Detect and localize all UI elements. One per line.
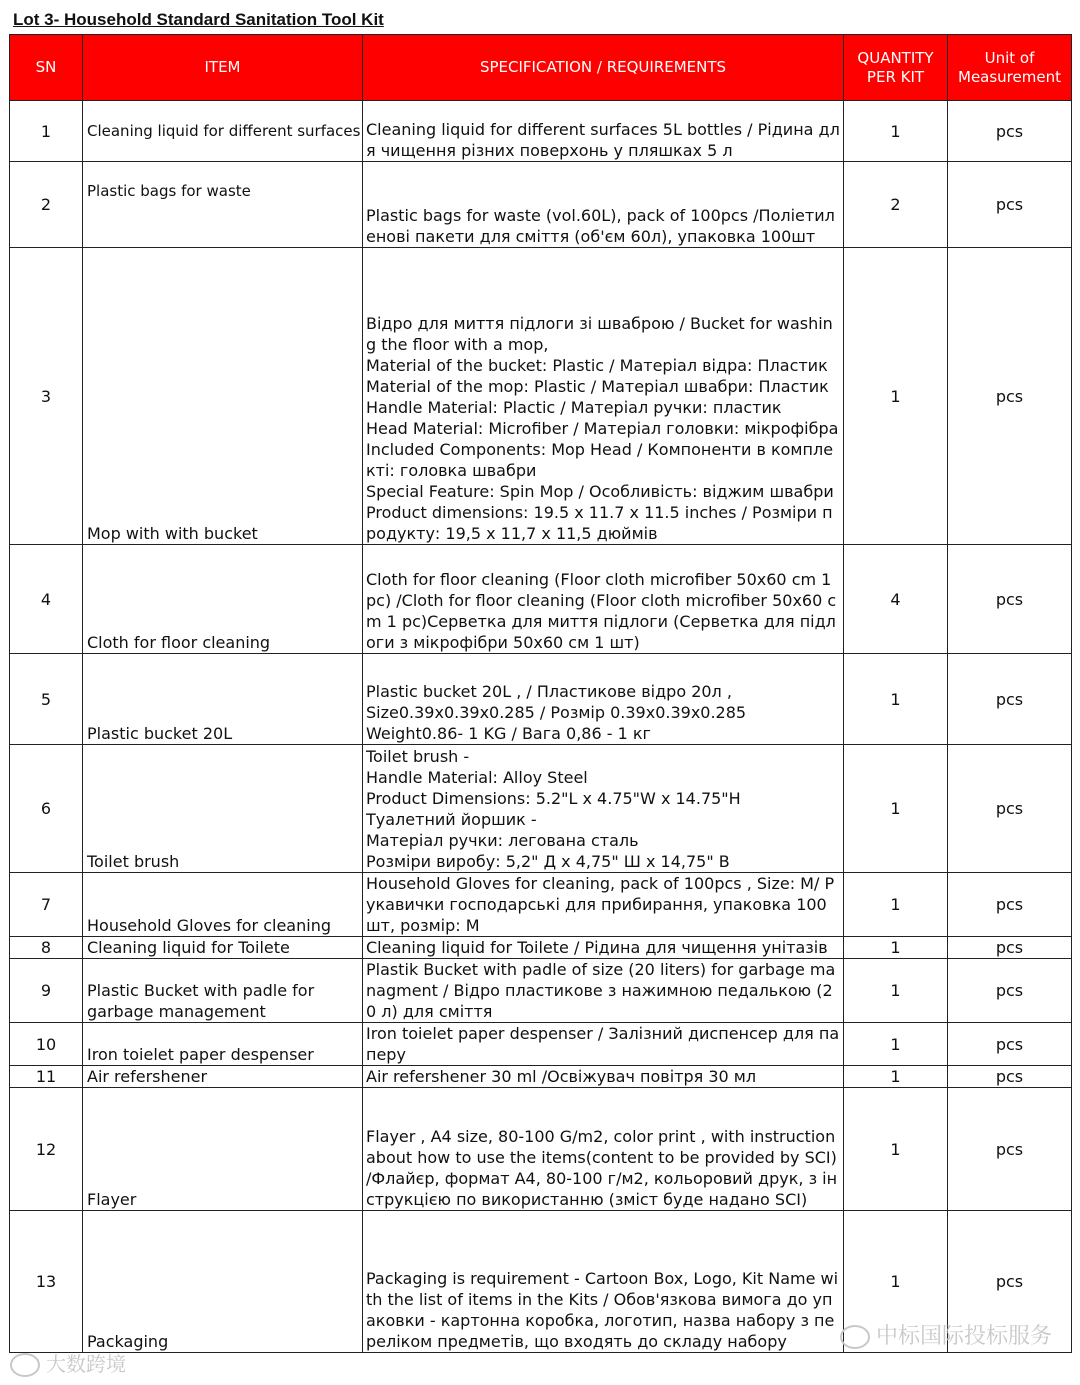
table-row xyxy=(10,873,1072,937)
cell-unit: pcs xyxy=(948,1023,1072,1066)
cell-item: Air refershener xyxy=(83,1066,363,1088)
cell-sn: 11 xyxy=(10,1066,83,1088)
cell-sn: 12 xyxy=(10,1088,83,1211)
cell-item: Packaging xyxy=(83,1211,363,1353)
table-row xyxy=(10,1088,1072,1211)
cell-item: Flayer xyxy=(83,1088,363,1211)
cell-unit: pcs xyxy=(948,937,1072,959)
cell-unit: pcs xyxy=(948,101,1072,162)
cell-unit: pcs xyxy=(948,162,1072,248)
cell-unit: pcs xyxy=(948,1088,1072,1211)
cell-item: Cloth for floor cleaning xyxy=(83,545,363,654)
cell-spec: Air refershener 30 ml /Освіжувач повітря 30 мл xyxy=(363,1066,844,1088)
cell-unit: pcs xyxy=(948,1211,1072,1353)
cell-sn: 8 xyxy=(10,937,83,959)
cell-spec: Iron toielet paper despenser / Залізний диспенсер для паперу xyxy=(363,1023,844,1066)
watermark-logo-icon xyxy=(10,1353,40,1377)
cell-sn: 5 xyxy=(10,654,83,745)
cell-sn: 1 xyxy=(10,101,83,162)
cell-item: Cleaning liquid for different surfaces xyxy=(83,101,363,162)
watermark-right xyxy=(840,1319,1052,1350)
cell-spec: Відро для миття підлоги зі шваброю / Bucket for washing the floor with a mop, Material of the bucket: Plastic / Матеріал відра: Пластик Material of the mop: Plastic / Матеріал швабри: Пластик Handle Material: Plactic / Матеріал ручки: пластик Head Material: Microfiber / Матеріал головки: мікрофібра Included Components: Mop Head / Компоненти в комплекті: головка швабри Special Feature: Spin Mop / Особливість: віджим швабри Product dimensions: 19.5 x 11.7 x 11.5 inches / Розміри продукту: 19,5 x 11,7 x 11,5 дюймів xyxy=(363,248,844,545)
table-row xyxy=(10,545,1072,654)
cell-unit: pcs xyxy=(948,873,1072,937)
cell-item: Toilet brush xyxy=(83,745,363,873)
table-row xyxy=(10,248,1072,545)
cell-item: Plastic Bucket with padle for garbage management xyxy=(83,959,363,1023)
page-title: Lot 3- Household Standard Sanitation Tool Kit xyxy=(13,10,384,29)
cell-unit: pcs xyxy=(948,1066,1072,1088)
table-header-row xyxy=(10,35,1072,101)
cell-spec: Packaging is requirement - Cartoon Box, Logo, Kit Name with the list of items in the Kits / Обов'язкова вимога до упаковки - картонна коробка, логотип, назва набору з переліком предметів, що входять до складу набору xyxy=(363,1211,844,1353)
cell-spec: Toilet brush - Handle Material: Alloy Steel Product Dimensions: 5.2"L x 4.75"W x 14.75"H Туалетний йоршик - Матеріал ручки: легована сталь Розміри виробу: 5,2" Д x 4,75" Ш x 14,75" В xyxy=(363,745,844,873)
cell-unit: pcs xyxy=(948,654,1072,745)
cell-spec: Plastic bucket 20L , / Пластикове відро 20л , Size0.39x0.39x0.285 / Розмір 0.39x0.39x0.285 Weight0.86- 1 KG / Вага 0,86 - 1 кг xyxy=(363,654,844,745)
watermark-left-text: 大数跨境 xyxy=(46,1351,126,1376)
cell-qty: 1 xyxy=(844,1088,948,1211)
cell-qty: 1 xyxy=(844,745,948,873)
cell-spec: Plastik Bucket with padle of size (20 liters) for garbage managment / Відро пластикове з нажимною педалькою (20 л) для сміття xyxy=(363,959,844,1023)
cell-sn: 13 xyxy=(10,1211,83,1353)
cell-sn: 3 xyxy=(10,248,83,545)
watermark-left xyxy=(10,1348,126,1378)
watermark-right-text: 中标国际投标服务 xyxy=(875,1324,1052,1349)
cell-qty: 1 xyxy=(844,937,948,959)
table-row xyxy=(10,654,1072,745)
cell-unit: pcs xyxy=(948,248,1072,545)
table-row xyxy=(10,1023,1072,1066)
cell-item: Iron toielet paper despenser xyxy=(83,1023,363,1066)
cell-qty: 1 xyxy=(844,873,948,937)
cell-item: Plastic bags for waste xyxy=(83,162,363,248)
cell-item: Mop with with bucket xyxy=(83,248,363,545)
cell-qty: 1 xyxy=(844,1211,948,1353)
table-row xyxy=(10,101,1072,162)
cell-sn: 2 xyxy=(10,162,83,248)
header-sn: SN xyxy=(10,35,83,101)
cell-qty: 2 xyxy=(844,162,948,248)
sanitation-kit-table xyxy=(9,34,1072,1353)
cell-sn: 7 xyxy=(10,873,83,937)
cell-qty: 1 xyxy=(844,1023,948,1066)
cell-sn: 9 xyxy=(10,959,83,1023)
wechat-logo-icon xyxy=(840,1325,870,1349)
cell-unit: pcs xyxy=(948,545,1072,654)
cell-qty: 1 xyxy=(844,959,948,1023)
table-row xyxy=(10,937,1072,959)
cell-qty: 4 xyxy=(844,545,948,654)
cell-item: Plastic bucket 20L xyxy=(83,654,363,745)
cell-spec: Household Gloves for cleaning, pack of 100pcs , Size: M/ Рукавички господарські для прибирання, упаковка 100шт, розмір: M xyxy=(363,873,844,937)
cell-spec: Cleaning liquid for Toilete / Рідина для чищення унітазів xyxy=(363,937,844,959)
cell-qty: 1 xyxy=(844,248,948,545)
cell-spec: Cleaning liquid for different surfaces 5L bottles / Рідина для чищення різних поверхонь у пляшках 5 л xyxy=(363,101,844,162)
cell-unit: pcs xyxy=(948,959,1072,1023)
cell-qty: 1 xyxy=(844,101,948,162)
cell-spec: Cloth for floor cleaning (Floor cloth microfiber 50x60 cm 1 pc) /Cloth for floor cleaning (Floor cloth microfiber 50x60 cm 1 pc)Серветка для миття підлоги (Серветка для підлоги з мікрофібри 50x60 см 1 шт) xyxy=(363,545,844,654)
cell-qty: 1 xyxy=(844,654,948,745)
header-unit: Unit of Measurement xyxy=(948,35,1072,101)
cell-sn: 4 xyxy=(10,545,83,654)
table-row xyxy=(10,162,1072,248)
cell-qty: 1 xyxy=(844,1066,948,1088)
table-row xyxy=(10,1066,1072,1088)
cell-item: Household Gloves for cleaning xyxy=(83,873,363,937)
table-row xyxy=(10,959,1072,1023)
header-spec: SPECIFICATION / REQUIREMENTS xyxy=(363,35,844,101)
header-item: ITEM xyxy=(83,35,363,101)
cell-spec: Plastic bags for waste (vol.60L), pack of 100pcs /Поліетиленові пакети для сміття (об'єм 60л), упаковка 100шт xyxy=(363,162,844,248)
cell-sn: 6 xyxy=(10,745,83,873)
cell-spec: Flayer , A4 size, 80-100 G/m2, color print , with instruction about how to use the items(content to be provided by SCI) /Флайєр, формат А4, 80-100 г/м2, кольоровий друк, з інструкцією по використанню (зміст буде надано SCI) xyxy=(363,1088,844,1211)
header-qty: QUANTITY PER KIT xyxy=(844,35,948,101)
table-row xyxy=(10,745,1072,873)
cell-unit: pcs xyxy=(948,745,1072,873)
cell-item: Cleaning liquid for Toilete xyxy=(83,937,363,959)
cell-sn: 10 xyxy=(10,1023,83,1066)
